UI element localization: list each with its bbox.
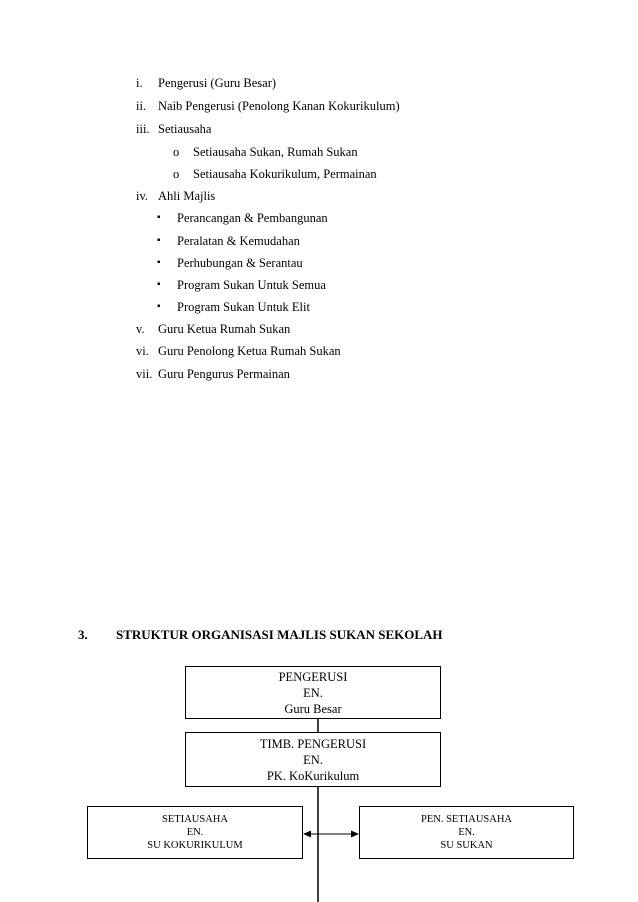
section-title: STRUKTUR ORGANISASI MAJLIS SUKAN SEKOLAH — [116, 627, 443, 642]
list-text: Perhubungan & Serantau — [177, 256, 303, 270]
square-bullet-icon: ▪ — [157, 235, 161, 246]
list-text: Guru Penolong Ketua Rumah Sukan — [158, 344, 341, 358]
box-timb-pengerusi — [185, 732, 441, 787]
list-text: Program Sukan Untuk Elit — [177, 300, 310, 314]
list-number: vi. — [136, 344, 149, 358]
list-number: i. — [136, 76, 143, 90]
circle-bullet-icon: o — [173, 145, 180, 159]
box-role: PENGERUSI — [278, 669, 348, 684]
list-text: Program Sukan Untuk Semua — [177, 278, 326, 292]
list-text: Setiausaha Kokurikulum, Permainan — [193, 167, 377, 181]
circle-bullet-icon: o — [173, 167, 180, 181]
square-bullet-icon: ▪ — [157, 301, 161, 312]
box-role: PEN. SETIAUSAHA — [420, 814, 512, 825]
list-text: Pengerusi (Guru Besar) — [158, 76, 277, 90]
list-number: v. — [136, 322, 145, 336]
box-name: EN. — [303, 752, 323, 767]
list-number: iv. — [136, 189, 149, 203]
box-pen-setiausaha — [359, 806, 574, 859]
square-bullet-icon: ▪ — [157, 212, 161, 223]
box-name: EN. — [186, 827, 204, 838]
list-text: Setiausaha Sukan, Rumah Sukan — [193, 145, 358, 159]
arrowhead-right-icon — [351, 831, 359, 838]
box-post: SU KOKURIKULUM — [147, 840, 243, 851]
box-post: PK. KoKurikulum — [266, 768, 360, 783]
box-role: TIMB. PENGERUSI — [259, 736, 367, 751]
arrowhead-left-icon — [303, 831, 311, 838]
list-text: Naib Pengerusi (Penolong Kanan Kokurikulum) — [158, 99, 400, 113]
box-setiausaha — [87, 806, 303, 859]
list-number: vii. — [136, 367, 153, 381]
box-name: EN. — [458, 827, 475, 838]
list-text: Perancangan & Pembangunan — [177, 211, 328, 225]
box-role: SETIAUSAHA — [162, 814, 228, 825]
square-bullet-icon: ▪ — [157, 279, 161, 290]
square-bullet-icon: ▪ — [157, 257, 161, 268]
list-number: iii. — [136, 122, 150, 136]
list-text: Ahli Majlis — [158, 189, 216, 203]
box-post: Guru Besar — [284, 701, 342, 716]
list-text: Setiausaha — [158, 122, 212, 136]
list-text: Peralatan & Kemudahan — [177, 234, 300, 248]
section-number: 3. — [78, 627, 88, 642]
list-text: Guru Pengurus Permainan — [158, 367, 290, 381]
list-number: ii. — [136, 99, 147, 113]
box-post: SU SUKAN — [440, 840, 493, 851]
box-name: EN. — [303, 685, 323, 700]
box-pengerusi — [185, 666, 441, 719]
list-text: Guru Ketua Rumah Sukan — [158, 322, 291, 336]
